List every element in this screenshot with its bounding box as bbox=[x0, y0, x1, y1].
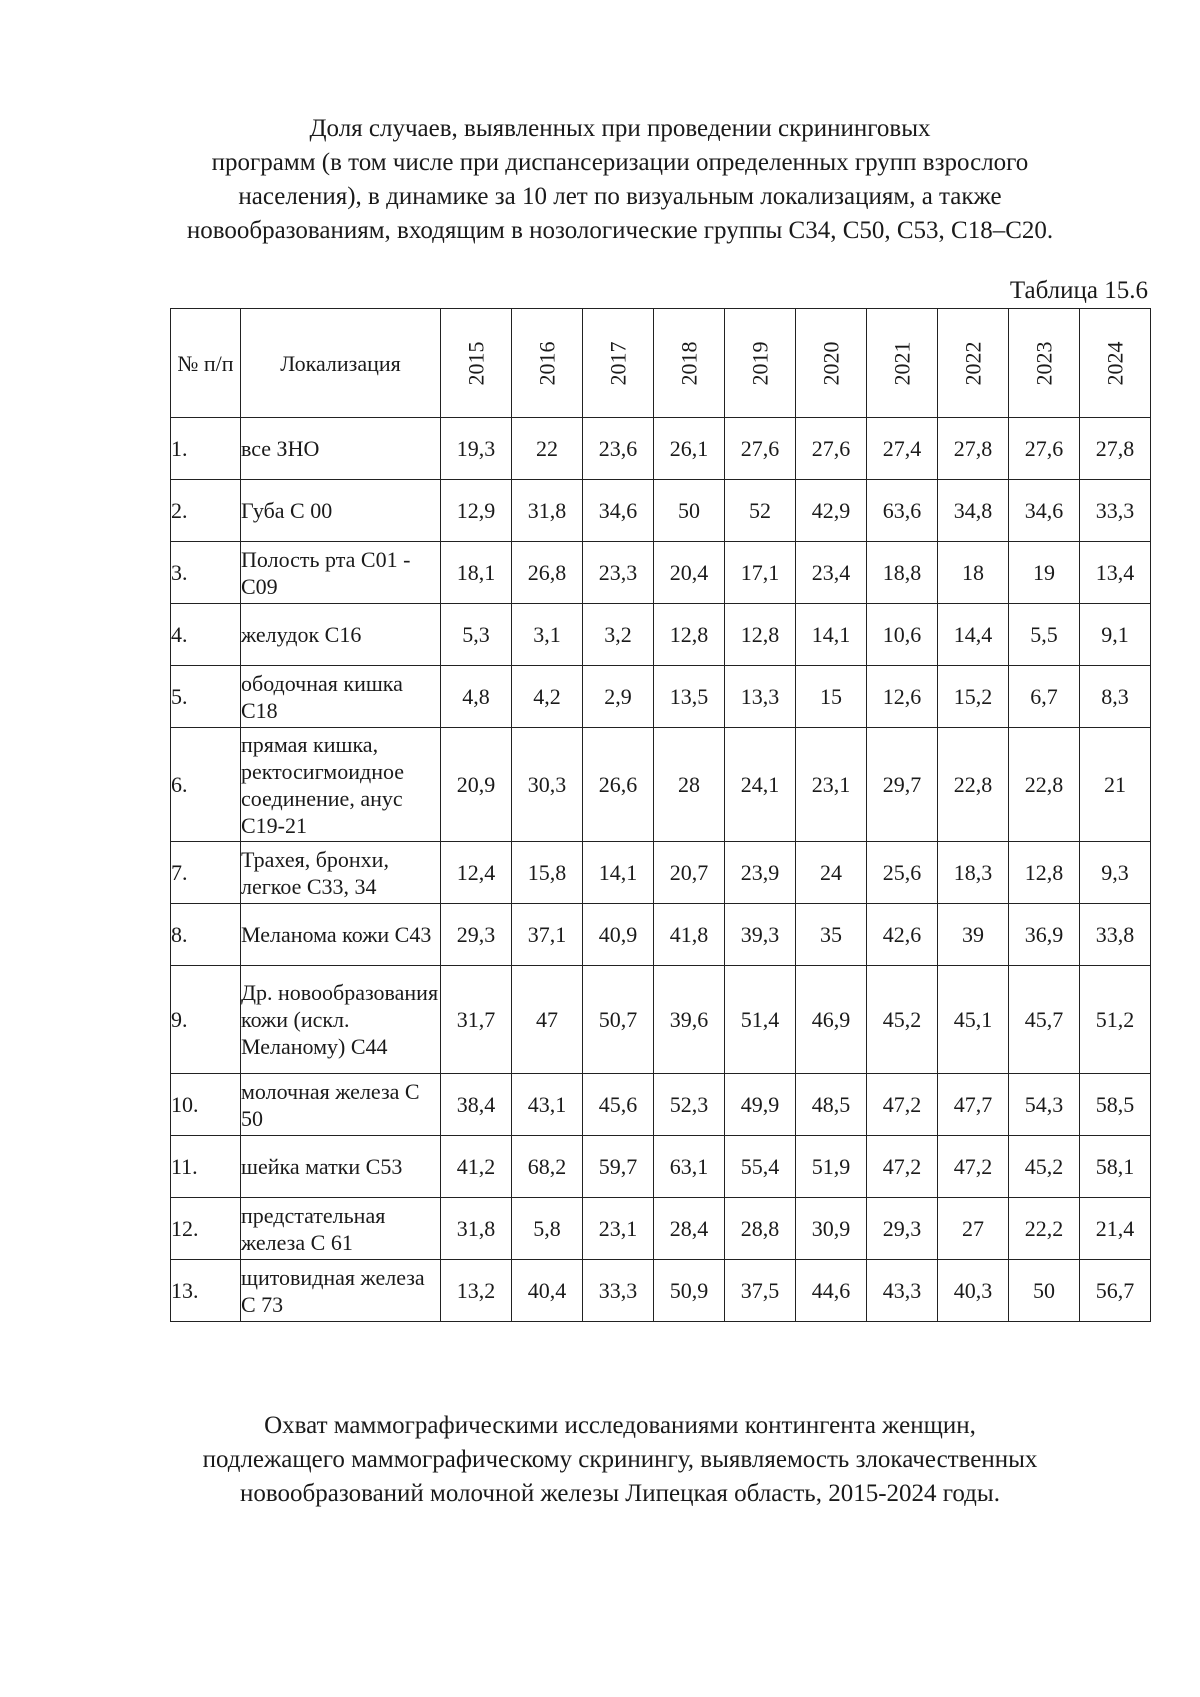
value-cell: 13,2 bbox=[441, 1260, 512, 1322]
value-cell: 23,3 bbox=[583, 542, 654, 604]
footer-line: новообразований молочной железы Липецкая область, 2015-2024 годы. bbox=[240, 1480, 1000, 1507]
screening-table bbox=[170, 308, 1151, 1322]
header-year bbox=[441, 309, 512, 418]
footer-line: Охват маммографическими исследованиями контингента женщин, bbox=[264, 1412, 976, 1439]
table-row bbox=[171, 480, 1151, 542]
value-cell: 20,7 bbox=[654, 842, 725, 904]
row-location: ободочная кишка С18 bbox=[241, 666, 441, 728]
value-cell: 35 bbox=[796, 904, 867, 966]
value-cell: 42,6 bbox=[867, 904, 938, 966]
value-cell: 18 bbox=[938, 542, 1009, 604]
row-number: 4. bbox=[171, 604, 241, 666]
table-row bbox=[171, 728, 1151, 842]
heading-line: Доля случаев, выявленных при проведении скрининговых bbox=[309, 115, 931, 142]
value-cell: 45,1 bbox=[938, 966, 1009, 1074]
value-cell: 23,6 bbox=[583, 418, 654, 480]
heading-line: населения), в динамике за 10 лет по визуальным локализациям, а также bbox=[238, 183, 1002, 210]
header-year bbox=[938, 309, 1009, 418]
value-cell: 43,3 bbox=[867, 1260, 938, 1322]
value-cell: 51,4 bbox=[725, 966, 796, 1074]
row-number: 5. bbox=[171, 666, 241, 728]
value-cell: 6,7 bbox=[1009, 666, 1080, 728]
table-header-row bbox=[171, 309, 1151, 418]
table-row bbox=[171, 904, 1151, 966]
value-cell: 18,8 bbox=[867, 542, 938, 604]
value-cell: 5,8 bbox=[512, 1198, 583, 1260]
value-cell: 47,2 bbox=[867, 1074, 938, 1136]
value-cell: 50 bbox=[1009, 1260, 1080, 1322]
value-cell: 37,1 bbox=[512, 904, 583, 966]
value-cell: 59,7 bbox=[583, 1136, 654, 1198]
year-label: 2019 bbox=[747, 341, 773, 385]
header-year bbox=[1080, 309, 1151, 418]
row-number: 12. bbox=[171, 1198, 241, 1260]
value-cell: 39,3 bbox=[725, 904, 796, 966]
year-label: 2016 bbox=[534, 341, 560, 385]
value-cell: 47,7 bbox=[938, 1074, 1009, 1136]
section-title bbox=[120, 1409, 1120, 1511]
value-cell: 28,8 bbox=[725, 1198, 796, 1260]
value-cell: 38,4 bbox=[441, 1074, 512, 1136]
heading-line: программ (в том числе при диспансеризации определенных групп взрослого bbox=[211, 149, 1029, 176]
header-year bbox=[583, 309, 654, 418]
year-label: 2024 bbox=[1102, 341, 1128, 385]
value-cell: 5,3 bbox=[441, 604, 512, 666]
value-cell: 41,8 bbox=[654, 904, 725, 966]
row-location: Др. новообразования кожи (искл. Меланому) С44 bbox=[241, 966, 441, 1074]
value-cell: 17,1 bbox=[725, 542, 796, 604]
table-row bbox=[171, 604, 1151, 666]
row-location: желудок С16 bbox=[241, 604, 441, 666]
value-cell: 51,9 bbox=[796, 1136, 867, 1198]
value-cell: 28,4 bbox=[654, 1198, 725, 1260]
value-cell: 27,8 bbox=[1080, 418, 1151, 480]
value-cell: 25,6 bbox=[867, 842, 938, 904]
row-location: Меланома кожи С43 bbox=[241, 904, 441, 966]
row-number: 10. bbox=[171, 1074, 241, 1136]
heading-line: новообразованиям, входящим в нозологические группы С34, С50, С53, С18–С20. bbox=[186, 217, 1054, 244]
row-location: прямая кишка, ректосигмоидное соединение, анус С19-21 bbox=[241, 728, 441, 842]
value-cell: 26,1 bbox=[654, 418, 725, 480]
table-caption: Таблица 15.6 bbox=[1009, 277, 1148, 304]
value-cell: 51,2 bbox=[1080, 966, 1151, 1074]
value-cell: 22,2 bbox=[1009, 1198, 1080, 1260]
table-row bbox=[171, 1260, 1151, 1322]
table-row bbox=[171, 1136, 1151, 1198]
row-location: шейка матки С53 bbox=[241, 1136, 441, 1198]
value-cell: 13,3 bbox=[725, 666, 796, 728]
year-label: 2021 bbox=[889, 341, 915, 385]
value-cell: 27,4 bbox=[867, 418, 938, 480]
value-cell: 37,5 bbox=[725, 1260, 796, 1322]
value-cell: 26,6 bbox=[583, 728, 654, 842]
value-cell: 52 bbox=[725, 480, 796, 542]
value-cell: 47,2 bbox=[867, 1136, 938, 1198]
value-cell: 54,3 bbox=[1009, 1074, 1080, 1136]
value-cell: 41,2 bbox=[441, 1136, 512, 1198]
value-cell: 21,4 bbox=[1080, 1198, 1151, 1260]
value-cell: 15,2 bbox=[938, 666, 1009, 728]
value-cell: 49,9 bbox=[725, 1074, 796, 1136]
value-cell: 22,8 bbox=[1009, 728, 1080, 842]
row-number: 7. bbox=[171, 842, 241, 904]
value-cell: 39 bbox=[938, 904, 1009, 966]
value-cell: 22 bbox=[512, 418, 583, 480]
value-cell: 31,8 bbox=[512, 480, 583, 542]
value-cell: 23,1 bbox=[583, 1198, 654, 1260]
value-cell: 30,9 bbox=[796, 1198, 867, 1260]
value-cell: 31,8 bbox=[441, 1198, 512, 1260]
value-cell: 9,3 bbox=[1080, 842, 1151, 904]
value-cell: 9,1 bbox=[1080, 604, 1151, 666]
value-cell: 40,3 bbox=[938, 1260, 1009, 1322]
value-cell: 20,9 bbox=[441, 728, 512, 842]
value-cell: 42,9 bbox=[796, 480, 867, 542]
year-label: 2023 bbox=[1031, 341, 1057, 385]
value-cell: 33,3 bbox=[583, 1260, 654, 1322]
value-cell: 3,2 bbox=[583, 604, 654, 666]
value-cell: 28 bbox=[654, 728, 725, 842]
value-cell: 34,6 bbox=[1009, 480, 1080, 542]
row-location: Трахея, бронхи, легкое С33, 34 bbox=[241, 842, 441, 904]
header-year bbox=[1009, 309, 1080, 418]
value-cell: 13,4 bbox=[1080, 542, 1151, 604]
value-cell: 24,1 bbox=[725, 728, 796, 842]
value-cell: 50 bbox=[654, 480, 725, 542]
row-number: 8. bbox=[171, 904, 241, 966]
table-row bbox=[171, 966, 1151, 1074]
value-cell: 2,9 bbox=[583, 666, 654, 728]
value-cell: 43,1 bbox=[512, 1074, 583, 1136]
year-label: 2018 bbox=[676, 341, 702, 385]
value-cell: 45,6 bbox=[583, 1074, 654, 1136]
row-number: 9. bbox=[171, 966, 241, 1074]
value-cell: 14,4 bbox=[938, 604, 1009, 666]
value-cell: 58,5 bbox=[1080, 1074, 1151, 1136]
row-location: щитовидная железа С 73 bbox=[241, 1260, 441, 1322]
value-cell: 45,2 bbox=[867, 966, 938, 1074]
value-cell: 29,7 bbox=[867, 728, 938, 842]
value-cell: 12,8 bbox=[725, 604, 796, 666]
value-cell: 44,6 bbox=[796, 1260, 867, 1322]
value-cell: 19 bbox=[1009, 542, 1080, 604]
value-cell: 52,3 bbox=[654, 1074, 725, 1136]
value-cell: 50,9 bbox=[654, 1260, 725, 1322]
value-cell: 4,2 bbox=[512, 666, 583, 728]
table-body bbox=[171, 418, 1151, 1322]
header-year bbox=[512, 309, 583, 418]
value-cell: 20,4 bbox=[654, 542, 725, 604]
value-cell: 12,8 bbox=[1009, 842, 1080, 904]
value-cell: 48,5 bbox=[796, 1074, 867, 1136]
year-label: 2017 bbox=[605, 341, 631, 385]
value-cell: 13,5 bbox=[654, 666, 725, 728]
year-label: 2022 bbox=[960, 341, 986, 385]
value-cell: 29,3 bbox=[867, 1198, 938, 1260]
row-number: 3. bbox=[171, 542, 241, 604]
value-cell: 45,2 bbox=[1009, 1136, 1080, 1198]
value-cell: 33,3 bbox=[1080, 480, 1151, 542]
value-cell: 36,9 bbox=[1009, 904, 1080, 966]
value-cell: 27,6 bbox=[725, 418, 796, 480]
row-location: все ЗНО bbox=[241, 418, 441, 480]
value-cell: 40,4 bbox=[512, 1260, 583, 1322]
table-row bbox=[171, 1074, 1151, 1136]
table-row bbox=[171, 542, 1151, 604]
value-cell: 18,3 bbox=[938, 842, 1009, 904]
value-cell: 12,9 bbox=[441, 480, 512, 542]
value-cell: 63,1 bbox=[654, 1136, 725, 1198]
value-cell: 50,7 bbox=[583, 966, 654, 1074]
value-cell: 27,8 bbox=[938, 418, 1009, 480]
table-row bbox=[171, 418, 1151, 480]
value-cell: 23,9 bbox=[725, 842, 796, 904]
value-cell: 68,2 bbox=[512, 1136, 583, 1198]
value-cell: 15 bbox=[796, 666, 867, 728]
value-cell: 47,2 bbox=[938, 1136, 1009, 1198]
document-heading bbox=[120, 112, 1120, 248]
value-cell: 29,3 bbox=[441, 904, 512, 966]
value-cell: 58,1 bbox=[1080, 1136, 1151, 1198]
header-year bbox=[867, 309, 938, 418]
footer-line: подлежащего маммографическому скринингу, выявляемость злокачественных bbox=[202, 1446, 1038, 1473]
row-location: молочная железа С 50 bbox=[241, 1074, 441, 1136]
value-cell: 31,7 bbox=[441, 966, 512, 1074]
value-cell: 27,6 bbox=[1009, 418, 1080, 480]
value-cell: 4,8 bbox=[441, 666, 512, 728]
row-location: предстательная железа С 61 bbox=[241, 1198, 441, 1260]
value-cell: 45,7 bbox=[1009, 966, 1080, 1074]
value-cell: 34,8 bbox=[938, 480, 1009, 542]
header-number: № п/п bbox=[171, 309, 241, 418]
row-number: 6. bbox=[171, 728, 241, 842]
value-cell: 27 bbox=[938, 1198, 1009, 1260]
value-cell: 63,6 bbox=[867, 480, 938, 542]
value-cell: 56,7 bbox=[1080, 1260, 1151, 1322]
value-cell: 24 bbox=[796, 842, 867, 904]
value-cell: 23,4 bbox=[796, 542, 867, 604]
value-cell: 34,6 bbox=[583, 480, 654, 542]
row-location: Губа С 00 bbox=[241, 480, 441, 542]
value-cell: 23,1 bbox=[796, 728, 867, 842]
table-row bbox=[171, 842, 1151, 904]
value-cell: 12,6 bbox=[867, 666, 938, 728]
value-cell: 30,3 bbox=[512, 728, 583, 842]
value-cell: 33,8 bbox=[1080, 904, 1151, 966]
table-row bbox=[171, 1198, 1151, 1260]
value-cell: 40,9 bbox=[583, 904, 654, 966]
value-cell: 21 bbox=[1080, 728, 1151, 842]
row-number: 1. bbox=[171, 418, 241, 480]
year-label: 2020 bbox=[818, 341, 844, 385]
value-cell: 22,8 bbox=[938, 728, 1009, 842]
value-cell: 26,8 bbox=[512, 542, 583, 604]
header-year bbox=[725, 309, 796, 418]
header-location: Локализация bbox=[241, 309, 441, 418]
value-cell: 55,4 bbox=[725, 1136, 796, 1198]
header-year bbox=[796, 309, 867, 418]
value-cell: 8,3 bbox=[1080, 666, 1151, 728]
value-cell: 12,4 bbox=[441, 842, 512, 904]
value-cell: 15,8 bbox=[512, 842, 583, 904]
row-number: 11. bbox=[171, 1136, 241, 1198]
value-cell: 12,8 bbox=[654, 604, 725, 666]
value-cell: 27,6 bbox=[796, 418, 867, 480]
year-label: 2015 bbox=[463, 341, 489, 385]
table-row bbox=[171, 666, 1151, 728]
header-year bbox=[654, 309, 725, 418]
value-cell: 47 bbox=[512, 966, 583, 1074]
value-cell: 14,1 bbox=[796, 604, 867, 666]
value-cell: 5,5 bbox=[1009, 604, 1080, 666]
value-cell: 18,1 bbox=[441, 542, 512, 604]
value-cell: 19,3 bbox=[441, 418, 512, 480]
value-cell: 3,1 bbox=[512, 604, 583, 666]
value-cell: 46,9 bbox=[796, 966, 867, 1074]
value-cell: 10,6 bbox=[867, 604, 938, 666]
value-cell: 39,6 bbox=[654, 966, 725, 1074]
value-cell: 14,1 bbox=[583, 842, 654, 904]
row-number: 13. bbox=[171, 1260, 241, 1322]
row-location: Полость рта С01 - С09 bbox=[241, 542, 441, 604]
row-number: 2. bbox=[171, 480, 241, 542]
